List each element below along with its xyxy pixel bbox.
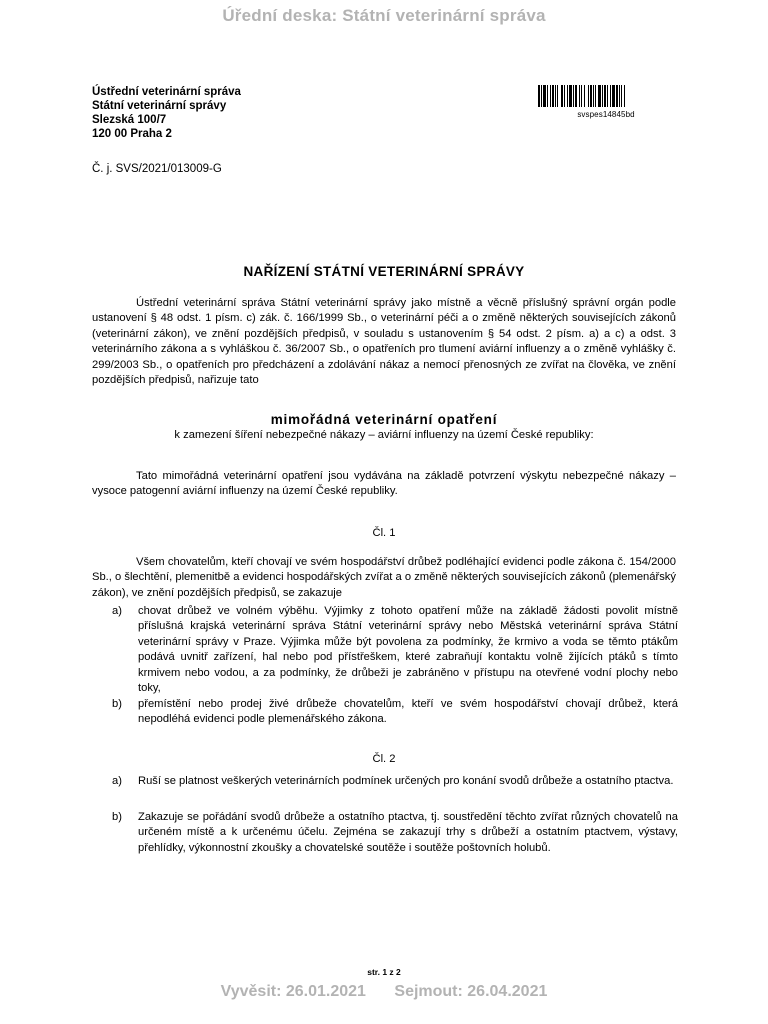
barcode-bar [612,85,615,107]
barcode-bar [610,85,611,107]
sender-line: 120 00 Praha 2 [92,128,172,140]
article-2-heading: Čl. 2 [372,753,396,765]
barcode-bar [561,85,563,107]
notice-board-title: Úřední deska: Státní veterinární správa [222,6,546,25]
item-mark: b) [112,811,122,823]
article-1-heading: Čl. 1 [372,527,396,539]
barcode-bar [579,85,580,107]
barcode-bar [573,85,574,107]
sender-line: Slezská 100/7 [92,114,167,126]
basis-text: Tato mimořádná veterinární opatření jsou vydávána na základě potvrzení výskytu nebezpečné nákazy – vysoce patogenní aviární influenzy na území České republiky. [92,470,676,498]
basis-paragraph [92,469,676,500]
barcode-bar [575,85,577,107]
barcode-bar [584,85,585,107]
barcode-bar [616,85,618,107]
barcode-bar [598,85,601,107]
barcode-bar [619,85,620,107]
barcode-bar [547,85,548,107]
intro-paragraph [92,296,676,388]
barcode-bar [595,85,596,107]
article-1-item-b [112,697,678,728]
barcode [538,85,674,107]
barcode-bar [541,85,542,107]
page-number: str. 1 z 2 [367,967,401,977]
posting-dates [0,983,768,1001]
barcode-bar [552,85,554,107]
barcode-code: svspes14845bd [577,110,635,119]
article-1-item-a [112,604,678,696]
measures-title: mimořádná veterinární opatření [270,412,498,427]
measures-subtitle: k zamezení šíření nebezpečné nákazy – aviární influenzy na území České republiky: [174,429,594,441]
removal-date: Sejmout: 26.04.2021 [394,983,548,1000]
item-text: Ruší se platnost veškerých veterinárních podmínek určených pro konání svodů drůbeže a ostatního ptactva. [138,775,674,787]
article-1-intro-text: Všem chovatelům, kteří chovají ve svém hospodářství drůbež podléhající evidenci podle zákona č. 154/2000 Sb., o šlechtění, plemenitbě a evidenci hospodářských zvířat a o změně některých souvisejících zákonů (plemenářský zákon), ve znění pozdějších předpisů, se zakazuje [92,556,676,599]
item-mark: b) [112,698,122,710]
article-2-item-a [112,774,678,789]
posted-date: Vyvěsit: 26.01.2021 [220,983,366,1000]
barcode-bar [569,85,572,107]
barcode-bar [624,85,625,107]
sender-line: Státní veterinární správy [92,100,227,112]
barcode-bar [564,85,565,107]
barcode-bar [607,85,608,107]
barcode-bar [538,85,540,107]
barcode-bar [621,85,622,107]
barcode-bar [550,85,551,107]
reference-number: Č. j. SVS/2021/013009-G [92,163,222,175]
barcode-bar [581,85,582,107]
barcode-bar [555,85,556,107]
barcode-bar [604,85,606,107]
item-mark: a) [112,775,122,787]
article-2-item-b [112,810,678,856]
barcode-bar [602,85,603,107]
intro-text: Ústřední veterinární správa Státní veterinární správy jako místně a věcně příslušný správní orgán podle ustanovení § 48 odst. 1 písm. c) zák. č. 166/1999 Sb., o veterinární péči a o změně některých souvisejících zákonů (veterinární zákon), ve znění pozdějších předpisů, v souladu s ustanovením § 54 odst. 2 písm. a) a c) a odst. 3 veterinárního zákona a s vyhláškou č. 36/2007 Sb., o opatřeních pro tlumení aviární influenzy a o změně vyhlášky č. 299/2003 Sb., o opatřeních pro předcházení a zdolávání nákaz a nemocí přenosných ze zvířat na člověka, ve znění pozdějších předpisů, nařizuje tato [92,297,676,387]
sender-address [92,85,241,141]
sender-line: Ústřední veterinární správa [92,86,241,98]
barcode-bar [590,85,592,107]
barcode-bar [543,85,546,107]
item-mark: a) [112,605,122,617]
item-text: přemístění nebo prodej živé drůbeže chovatelům, kteří ve svém hospodářství chovají drůbež, která nepodléhá evidenci podle plemenářského zákona. [138,698,678,726]
item-text: chovat drůbež ve volném výběhu. Výjimky z tohoto opatření může na základě žádosti povolit místně příslušná krajská veterinární správa Státní veterinární správy nebo Městská veterinární správa Státní veterinární správy v Praze. Výjimka může být povolena za podmínky, že krmivo a voda se těmto ptákům podává uvnitř zařízení, hal nebo pod přístřeškem, které zabraňují kontaktu volně žijících ptáků s tímto krmivem nebo vodou, a za podmínky, že drůbeži je zabráněno v přístupu na otevřené vodní plochy nebo toky, [138,605,678,695]
barcode-bar [593,85,594,107]
barcode-bar [567,85,568,107]
barcode-bar [588,85,589,107]
barcode-bar [557,85,558,107]
article-1-intro [92,555,676,601]
document-title: NAŘÍZENÍ STÁTNÍ VETERINÁRNÍ SPRÁVY [243,264,525,279]
item-text: Zakazuje se pořádání svodů drůbeže a ostatního ptactva, tj. soustředění těchto zvířat různých chovatelů na určeném místě a k určenému účelu. Zejména se zakazují trhy s drůbeží a ostatním ptactvem, výstavy, přehlídky, výkonnostní zkoušky a chovatelské soutěže i soutěže poštovních holubů. [138,811,678,854]
